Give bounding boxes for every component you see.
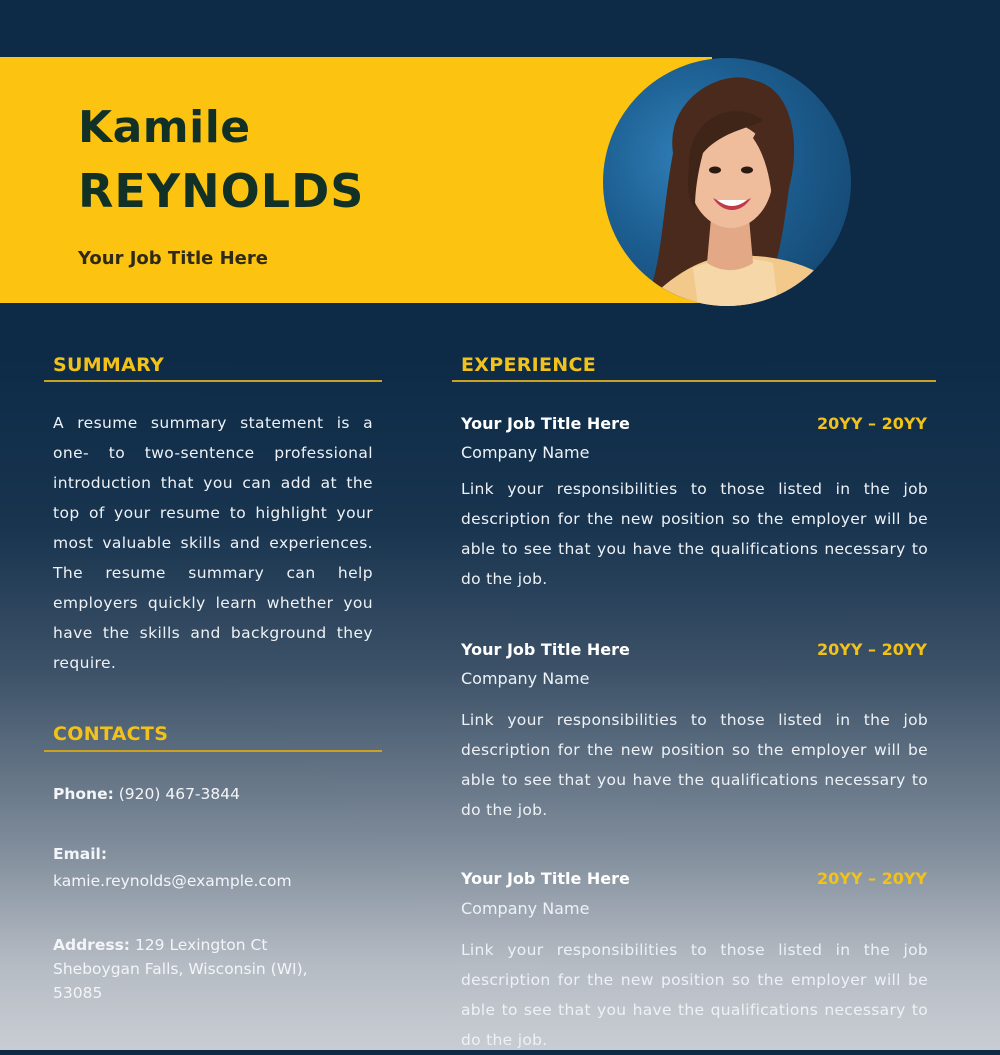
job-1-title: Your Job Title Here — [461, 414, 630, 433]
job-1-description: Link your responsibilities to those listed in the job description for the new position so the employer will be able to see that you have the qualifications necessary to do the job. — [461, 480, 928, 588]
job-1-company: Company Name — [461, 443, 590, 462]
last-name: REYNOLDS — [78, 164, 365, 218]
summary-heading: SUMMARY — [53, 354, 165, 376]
experience-heading: EXPERIENCE — [461, 354, 597, 376]
header-job-title: Your Job Title Here — [78, 248, 268, 269]
summary-text: A resume summary statement is a one- to two-sentence professional introduction that you can add at the top of your resume to highlight your most valuable skills and experiences. The resume summary can help employers quickly learn whether you have the skills and background they require. — [53, 414, 373, 672]
address-line-3: 53085 — [53, 984, 103, 1002]
job-2-company: Company Name — [461, 669, 590, 688]
email-label — [53, 842, 107, 866]
job-3-dates: 20YY – 20YY — [816, 869, 927, 888]
job-2-description: Link your responsibilities to those listed in the job description for the new position so the employer will be able to see that you have the qualifications necessary to do the job. — [461, 711, 928, 819]
first-name: Kamile — [78, 102, 251, 153]
contacts-heading: CONTACTS — [53, 723, 169, 745]
phone-label: Phone: — [53, 785, 114, 803]
contacts-divider — [44, 750, 382, 752]
contact-address — [53, 933, 267, 957]
job-2-dates: 20YY – 20YY — [816, 640, 927, 659]
email-value[interactable]: kamie.reynolds@example.com — [53, 872, 292, 890]
summary-divider — [44, 380, 382, 382]
address-label: Address: — [53, 936, 130, 954]
contact-phone — [53, 782, 240, 806]
address-line-2: Sheboygan Falls, Wisconsin (WI), — [53, 960, 308, 978]
experience-divider — [452, 380, 936, 382]
job-3-title: Your Job Title Here — [461, 869, 630, 888]
profile-photo — [603, 58, 851, 306]
job-3-company: Company Name — [461, 899, 590, 918]
address-line-1: 129 Lexington Ct — [134, 936, 268, 954]
job-2-title: Your Job Title Here — [461, 640, 630, 659]
email-label-text: Email: — [53, 845, 108, 863]
job-1-dates: 20YY – 20YY — [816, 414, 927, 433]
phone-value[interactable]: (920) 467-3844 — [118, 785, 240, 803]
job-3-description: Link your responsibilities to those listed in the job description for the new position so the employer will be able to see that you have the qualifications necessary to do the job. — [461, 941, 928, 1049]
